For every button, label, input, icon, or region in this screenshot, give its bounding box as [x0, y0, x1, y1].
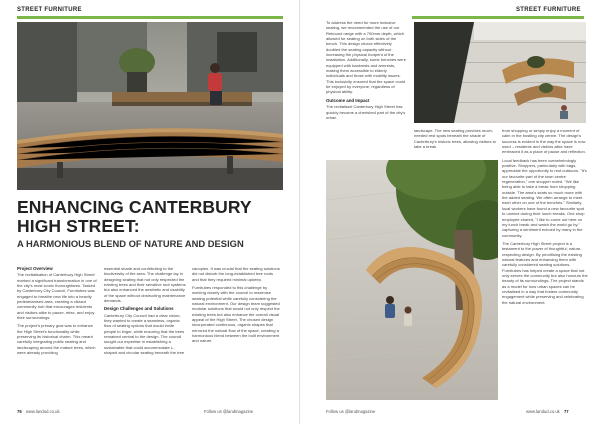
article-title: ENHANCING CANTERBURY HIGH STREET:	[17, 197, 252, 236]
paragraph: The revitalised Canterbury High Street has quickly become a cherished part of the city's urban	[326, 104, 406, 120]
paragraph: canopies. It was crucial that the seating solutions did not disturb the long-established tree roots and that they required minimal upkeep.	[192, 266, 280, 282]
section-accent-bar	[412, 16, 584, 19]
right-column-2	[414, 128, 498, 152]
paragraph: from shopping or simply enjoy a moment of calm in the bustling city centre. The design's success is evident in the way the space is now used – residents and visitors alike have embraced it as a place of pause and reflection.	[502, 128, 586, 155]
paragraph: Local feedback has been overwhelmingly positive. Shoppers, particularly with bags, appreciate the opportunity to rest outdoors. "It's our favourite part of the town centre regeneration," one shopper noted. "We like being able to take a break from shopping outside. The area's seats so much more with the added seating. We often arrange to meet each other on one of the benches." Similarly, local workers have found a new favourite spot to unwind during their lunch breaks. One shop employee shared, "I like to come out here on my lunch break and watch the world go by," capturing a sentiment echoed by many in the community.	[502, 157, 587, 238]
section-heading: Project Overview	[17, 266, 53, 271]
footer-follow[interactable]: Follow us @landmagazine	[326, 409, 376, 414]
right-column-1	[326, 20, 406, 123]
footer-url[interactable]: www.landud.co.uk	[526, 409, 560, 414]
paragraph: To address the need for more inclusive seating, we recommended the use of our Rebound range with a 700mm depth, which allowed for seating on both sides of the bench. This design choice effectively doubled the seating capacity without increasing the physical footprint of the installation. Additionally, some benches were equipped with backrests and armrests, making them accessible to elderly individuals and those with mobility issues. This inclusivity ensured that the space could be enjoyed by everyone, regardless of physical ability.	[326, 20, 407, 95]
paragraph: Canterbury City Council had a clear vision; they wanted to create a seamless, organic flow of seating options that would invite people to linger, while ensuring that the trees remained central to the design. The council sought our expertise in establishing a sustainable that could accommodate L-shaped and circular seating beneath the tree	[104, 312, 185, 356]
section-heading: Outcome and Impact	[326, 97, 370, 103]
large-tree-bench-photo	[326, 160, 498, 400]
page-number: 76	[17, 409, 22, 414]
section-label: STREET FURNITURE	[17, 7, 82, 13]
paragraph: The project's primary goal was to enhance the High Street's functionality while preserving its historical charm. This meant carefully integrating public seating and landscaping around the mature trees, which were already providing	[17, 323, 96, 356]
section-heading: Design Challenges and Solutions	[104, 306, 174, 312]
paragraph: Furnitubes responded to this challenge by working closely with the council to maximise seating potential while carefully considering the natural environment. Our design team suggested modular solutions that would not only respect the existing trees but also enhance the overall visual appeal of the High Street. The chosen design incorporated continuous, organic shapes that mirrored the natural flow of the space, creating a harmonious blend between the built environment and nature.	[192, 285, 280, 344]
hero-photo	[17, 22, 283, 190]
top-right-photo	[414, 22, 586, 123]
left-column-1	[17, 266, 99, 359]
paragraph: The Canterbury High Street project is a testament to the power of thoughtful, nature-respecting design. By prioritising the existing natural features and enhancing them with carefully considered seating solutions, Furnitubes has helped create a space that not only serves the community but also honours the beauty of its surroundings. The project stands as a model for how urban spaces can be revitalised in a way that fosters community engagement while preserving and celebrating the natural environment.	[502, 240, 588, 305]
article-subtitle: A HARMONIOUS BLEND OF NATURE AND DESIGN	[17, 238, 244, 249]
paragraph: landscape. The new seating provides much-needed rest spots beneath the shade of Canterbury's historic trees, allowing visitors to take a break	[414, 128, 496, 150]
right-page	[300, 0, 600, 424]
section-label: STREET FURNITURE	[516, 7, 581, 13]
footer-url[interactable]: www.landud.co.uk	[25, 409, 60, 414]
right-column-3	[502, 128, 588, 308]
paragraph: essential shade and contributing to the biodiversity of the area. The challenge lay in designing seating that not only respected the existing trees and their sensitive root systems but also enhanced the aesthetic and usability of the space without obstructing maintenance demands.	[104, 266, 186, 304]
paragraph: The revitalisation of Canterbury High Street marked a significant transformation in one of the city's most iconic thoroughfares. Tasked by Canterbury City Council, Furnitubes was engaged to breathe new life into a heavily pedestrianised area, creating a vibrant community hub that encourages residents and visitors alike to pause, relax, and enjoy their surroundings.	[17, 272, 97, 321]
page-footer-left	[17, 409, 60, 414]
section-accent-bar	[17, 16, 283, 19]
left-column-2	[104, 266, 186, 359]
page-number: 77	[563, 409, 569, 414]
page-footer-right	[526, 409, 572, 414]
left-column-3	[192, 266, 280, 347]
footer-follow[interactable]: Follow us @landmagazine	[204, 409, 254, 414]
